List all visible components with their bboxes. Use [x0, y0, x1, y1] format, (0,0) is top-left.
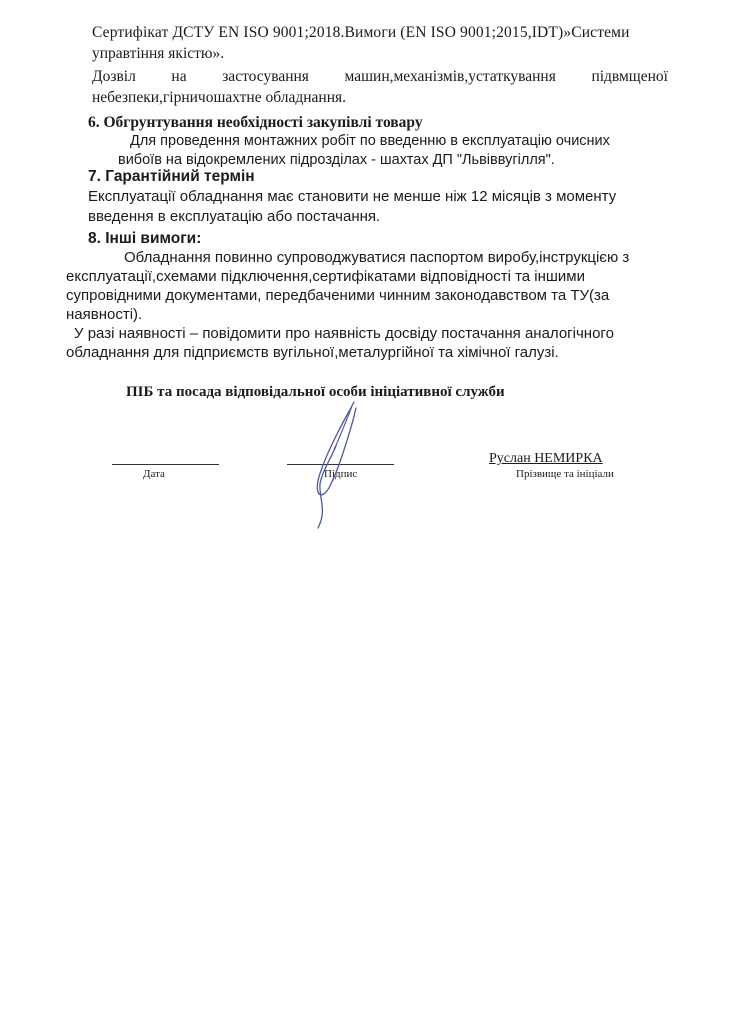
signer-name: Руслан НЕМИРКА [489, 451, 603, 466]
section-6-line-1: Для проведення монтажних робіт по введенню в експлуатацію очисних [130, 133, 610, 149]
section-8-line-4: наявності). [66, 306, 143, 323]
name-caption: Прізвище та ініціали [516, 468, 614, 480]
permit-word: підвмщеної [591, 68, 668, 85]
date-caption: Дата [143, 468, 165, 480]
permit-word: застосування [222, 68, 309, 85]
certificate-line-1: Сертифікат ДСТУ EN ISO 9001;2018.Вимоги (EN ISO 9001;2015,IDT)»Системи [92, 24, 630, 41]
section-7-line-1: Експлуатації обладнання має становити не менше ніж 12 місяців з моменту [88, 188, 617, 205]
section-6-line-2: вибоїв на відокремлених підрозділах - шахтах ДП "Львіввугілля". [118, 152, 555, 168]
section-8-heading: 8. Інші вимоги: [88, 230, 202, 247]
section-8-line-2: експлуатації,схемами підключення,сертифікатами відповідності та іншими [66, 268, 585, 285]
responsible-person-title: ПІБ та посада відповідальної особи ініціативної служби [126, 384, 505, 400]
section-8-line-1: Обладнання повинно супроводжуватися паспортом виробу,інструкцією з [124, 249, 630, 266]
section-6-heading: 6. Обгрунтування необхідності закупівлі товару [88, 114, 423, 131]
permit-word: на [171, 68, 187, 85]
section-8-line-6: обладнання для підприємств вугільної,металургійної та хімічної галузі. [66, 344, 559, 361]
section-7-heading: 7. Гарантійний термін [88, 168, 255, 185]
section-7-line-2: введення в експлуатацію або постачання. [88, 208, 381, 225]
permit-line-2: небезпеки,гірничошахтне обладнання. [92, 89, 346, 106]
section-8-line-5: У разі наявності – повідомити про наявність досвіду постачання аналогічного [74, 325, 614, 342]
date-line [112, 464, 219, 465]
permit-word: Дозвіл [92, 68, 136, 85]
handwritten-signature [300, 398, 370, 530]
permit-line [92, 68, 668, 86]
section-8-line-3: супровідними документами, передбаченими чинним законодавством та ТУ(за [66, 287, 610, 304]
certificate-line-2: управтіння якістю». [92, 45, 225, 62]
signature-caption: Підпис [324, 468, 358, 480]
permit-word: машин,механізмів,устаткування [344, 68, 556, 85]
